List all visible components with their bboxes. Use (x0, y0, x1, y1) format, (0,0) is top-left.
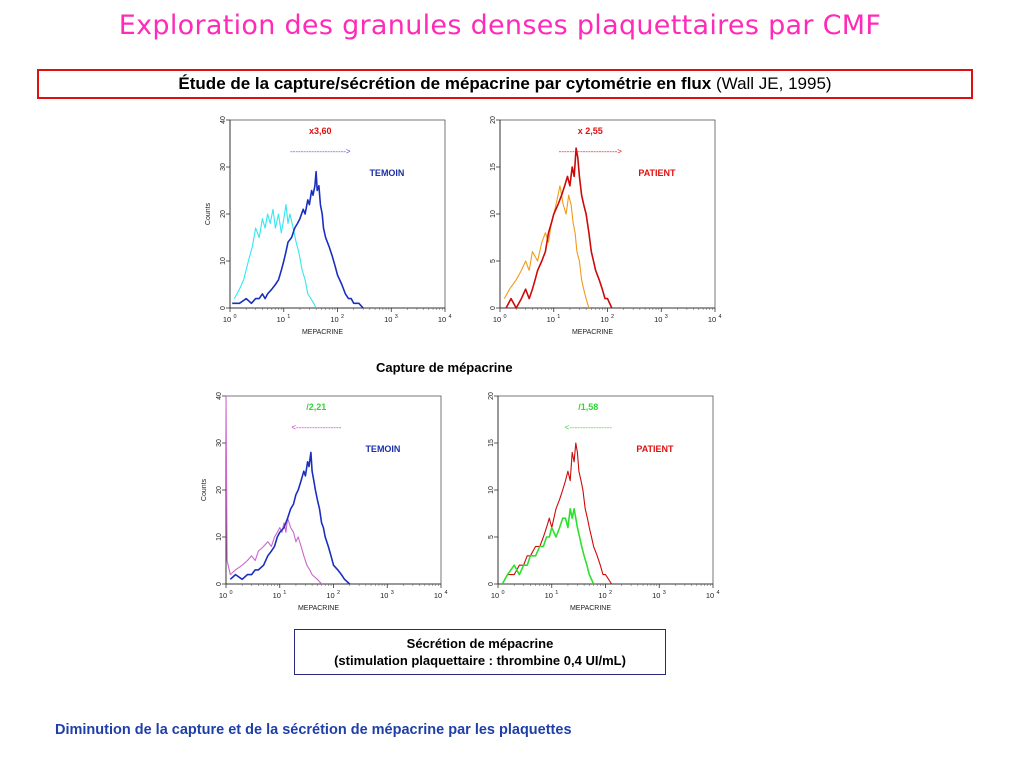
x-tick-label: 10 (546, 315, 555, 324)
y-tick-label: 10 (489, 210, 497, 218)
x-tick-exponent: 0 (233, 314, 237, 320)
x-tick-label: 10 (652, 591, 661, 600)
x-tick-label: 10 (326, 591, 335, 600)
y-tick-label: 0 (219, 306, 227, 310)
subtitle-box (37, 69, 973, 99)
x-tick-label: 10 (276, 315, 285, 324)
x-tick-exponent: 2 (340, 314, 345, 320)
x-tick-exponent: 2 (336, 590, 341, 596)
y-tick-label: 30 (215, 439, 223, 447)
x-tick-label: 10 (384, 315, 393, 324)
y-tick-label: 10 (215, 533, 223, 541)
group-label: PATIENT (638, 168, 676, 178)
y-tick-label: 30 (219, 163, 227, 171)
histogram-series-2 (232, 172, 363, 308)
x-tick-exponent: 1 (287, 314, 291, 320)
x-tick-label: 10 (707, 315, 717, 324)
x-tick-exponent: 0 (503, 314, 507, 320)
secretion-caption-line1: Sécrétion de mépacrine (406, 636, 554, 651)
x-tick-exponent: 3 (664, 314, 668, 320)
x-tick-exponent: 1 (283, 590, 287, 596)
x-tick-exponent: 4 (716, 590, 720, 596)
chart-secretion-temoin (196, 388, 456, 618)
slide-title: Exploration des granules denses plaquettaires par CMF (118, 10, 882, 41)
x-tick-exponent: 4 (448, 314, 452, 320)
y-tick-label: 40 (215, 392, 223, 400)
shift-arrow: <---------------- (564, 423, 612, 432)
ratio-annotation: /1,58 (578, 402, 599, 412)
x-tick-label: 10 (492, 315, 502, 324)
x-tick-exponent: 3 (394, 314, 398, 320)
shift-arrow: ---------------------> (289, 147, 351, 156)
histogram-series-1 (502, 443, 611, 584)
x-tick-label: 10 (218, 591, 228, 600)
x-tick-label: 10 (490, 591, 500, 600)
x-tick-exponent: 4 (444, 590, 448, 596)
x-tick-label: 10 (433, 591, 443, 600)
x-tick-exponent: 0 (229, 590, 233, 596)
x-tick-label: 10 (544, 591, 553, 600)
y-tick-label: 0 (489, 306, 497, 310)
y-tick-label: 5 (489, 259, 497, 263)
y-tick-label: 10 (487, 486, 495, 494)
secretion-caption-box (294, 629, 666, 675)
x-axis-label: MEPACRINE (571, 329, 614, 336)
y-tick-label: 20 (489, 116, 497, 124)
histogram-series-1 (234, 205, 316, 308)
x-tick-exponent: 4 (718, 314, 722, 320)
shift-arrow: <----------------- (291, 423, 342, 432)
x-tick-label: 10 (598, 591, 607, 600)
capture-caption: Capture de mépacrine (376, 360, 513, 375)
subtitle-bold: Étude de la capture/sécrétion de mépacrine par cytométrie en flux (178, 74, 712, 93)
x-tick-exponent: 1 (555, 590, 559, 596)
x-axis-label: MEPACRINE (301, 329, 344, 336)
x-tick-exponent: 2 (610, 314, 615, 320)
y-tick-label: 0 (215, 582, 223, 586)
histogram-series-2 (230, 452, 349, 584)
x-tick-label: 10 (222, 315, 232, 324)
ratio-annotation: x3,60 (309, 126, 332, 136)
group-label: TEMOIN (365, 444, 401, 454)
histogram-series-2 (506, 148, 612, 308)
ratio-annotation: x 2,55 (577, 126, 603, 136)
x-tick-label: 10 (272, 591, 281, 600)
x-tick-label: 10 (600, 315, 609, 324)
x-tick-exponent: 2 (608, 590, 613, 596)
x-tick-label: 10 (330, 315, 339, 324)
y-tick-label: 20 (215, 486, 223, 494)
secretion-caption-line2: (stimulation plaquettaire : thrombine 0,4 UI/mL) (334, 653, 626, 668)
y-tick-label: 15 (489, 163, 497, 171)
chart-capture-patient (470, 112, 730, 342)
x-tick-label: 10 (437, 315, 447, 324)
conclusion-text: Diminution de la capture et de la sécrétion de mépacrine par les plaquettes (55, 722, 572, 738)
x-axis-label: MEPACRINE (569, 605, 612, 612)
histogram-series-2 (502, 509, 593, 584)
y-tick-label: 20 (487, 392, 495, 400)
x-tick-exponent: 0 (501, 590, 505, 596)
x-tick-exponent: 3 (390, 590, 394, 596)
ratio-annotation: /2,21 (306, 402, 327, 412)
subtitle-reference: (Wall JE, 1995) (716, 74, 832, 93)
y-tick-label: 20 (219, 210, 227, 218)
x-tick-label: 10 (705, 591, 715, 600)
y-tick-label: 5 (487, 535, 495, 539)
shift-arrow: ----------------------> (558, 147, 622, 156)
y-tick-label: 10 (219, 257, 227, 265)
y-tick-label: 15 (487, 439, 495, 447)
group-label: TEMOIN (369, 168, 405, 178)
x-tick-label: 10 (654, 315, 663, 324)
y-axis-label: Counts (201, 478, 208, 502)
x-tick-label: 10 (380, 591, 389, 600)
x-axis-label: MEPACRINE (297, 605, 340, 612)
y-tick-label: 0 (487, 582, 495, 586)
x-tick-exponent: 1 (557, 314, 561, 320)
chart-secretion-patient (468, 388, 728, 618)
y-axis-label: Counts (205, 202, 212, 226)
y-tick-label: 40 (219, 116, 227, 124)
chart-capture-temoin (200, 112, 460, 342)
group-label: PATIENT (636, 444, 674, 454)
x-tick-exponent: 3 (662, 590, 666, 596)
